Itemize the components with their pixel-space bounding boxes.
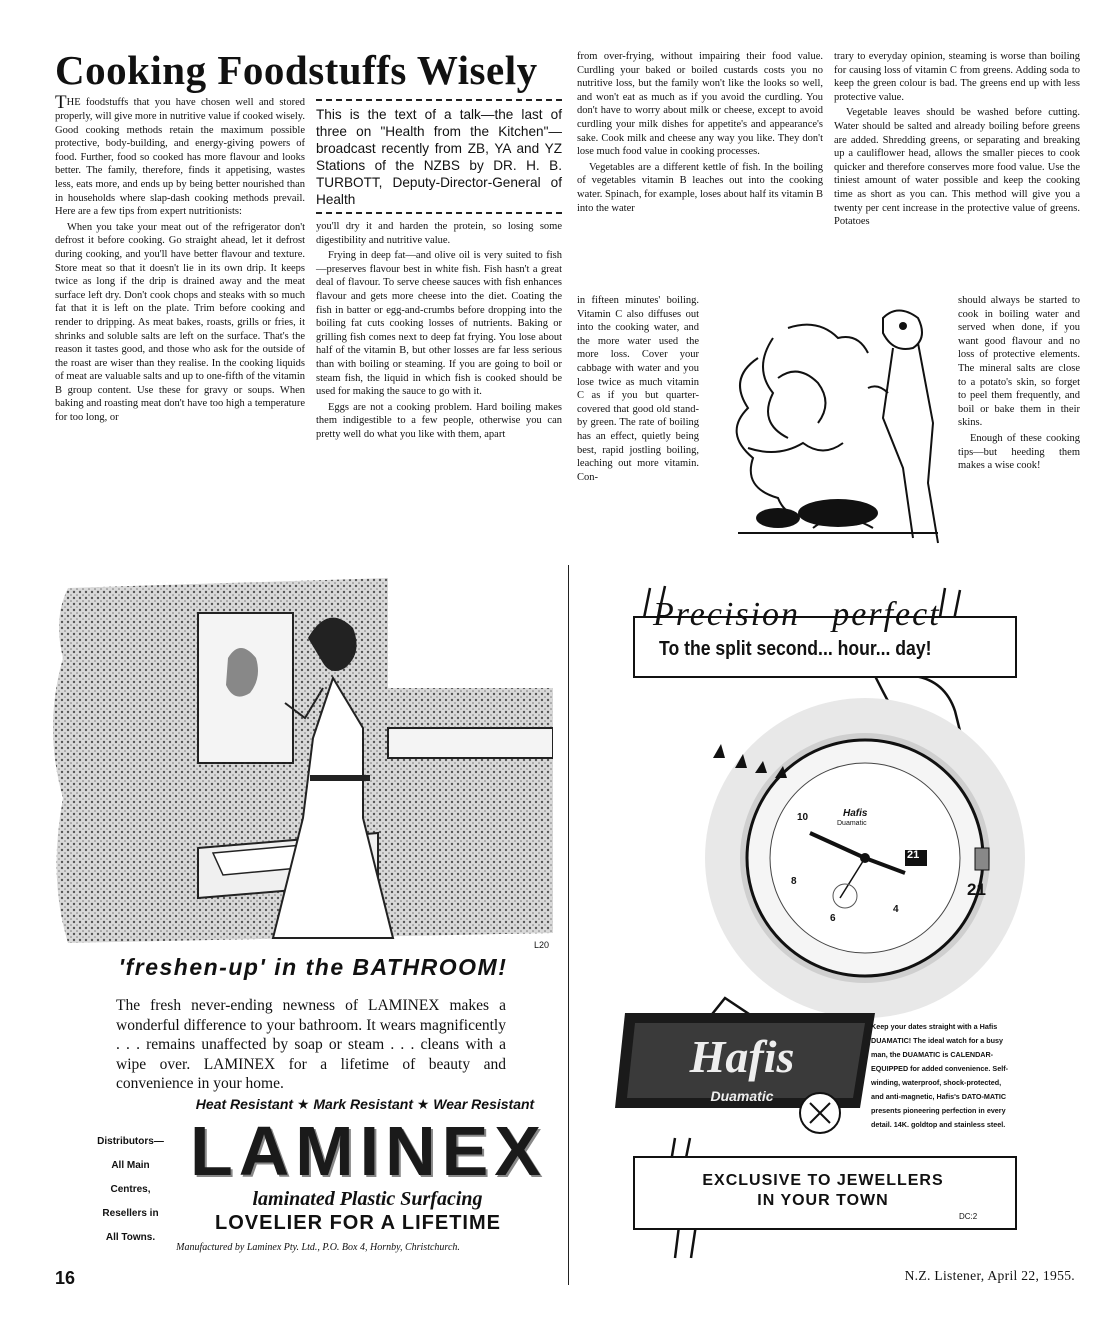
hafis-brand-logo: Hafis [689,1031,795,1082]
distributor-line: All Main [111,1160,150,1171]
laminex-code: L20 [534,940,550,950]
distributor-line: Distributors— [97,1136,164,1147]
cook-illustration [718,298,964,550]
article-paragraph: Enough of these cooking tips—but heeding them makes a wise cook! [958,432,1080,472]
hafis-footer-line-2: IN YOUR TOWN [757,1192,889,1209]
laminex-advertisement [48,568,558,1268]
hafis-footer-line-1: EXCLUSIVE TO JEWELLERS [702,1172,944,1189]
article-column-1 [55,92,305,427]
article-column-4 [834,50,1080,231]
laminex-sub-brand: laminated Plastic Surfacing [252,1188,483,1210]
article-paragraph: When you take your meat out of the refrigerator don't defrost it before cooking. Go straight ahead, let it defrost during cooking, and you'll have better flavour and texture. Store meat so that it doesn't lie in its own drip. It keeps twice as long if the drip is drained away and the meat surface left dry. Don't cook chops and steaks with so much fat that it is left on the plate. Trim before cooking and render to dripping. As meat bakes, roasts, grills or fries, it shrinks and soluble salts are left on the surface. That's the reason it tastes good, and those who ask for the outside of the roast are wiser than they realise. In the cooking liquids of meat are valuable salts and up to one-fifth of the vitamin B group content. Use these for gravy or soups. When baking and roasting meat don't have too high a temperature for too long, or [55,221,305,424]
hafis-body-copy: Keep your dates straight with a Hafis DUAMATIC! The ideal watch for a busy man, the DUAMATIC is CALENDAR-EQUIPPED for added convenience. Self-winding, waterproof, shock-protected, and anti-magnetic, Hafis's DATO-MATIC presents pioneering perfection in every detail. 14K. goldtop and stainless steel. [871,1022,1008,1129]
article-column-3-narrow: in fifteen minutes' boiling. Vitamin C also diffuses out into the cooking water, and the more water used the more loss. Cover your cabbage with water and you lose twice as much vitamin C as if you but quarter-covered that good old stand-by green. The rate of boiling has an effect, quietly being best, rapid jostling boiling, leaching out more vitamin. Con- [577,295,699,483]
dial-number-6: 6 [830,913,836,924]
page-number: 16 [55,1268,76,1288]
intro-divider-bottom [316,212,562,214]
laminex-body-copy: The fresh never-ending newness of LAMINEX makes a wonderful difference to your bathroom. It wears magnificently . . . remains unaffected by soap or steam . . . cleans with a wipe over. LAMINEX for a lifetime of beauty and convenience in your home. [116,997,506,1092]
article-paragraph: Eggs are not a cooking problem. Hard boiling makes them indigestible to a few people, otherwise you can pretty well do what you like with them, apart [316,401,562,440]
article-intro-box: This is the text of a talk—the last of three on "Health from the Kitchen"—broadcast recently from ZB, YA and YZ Stations of the NZBS by DR. H. B. TURBOTT, Deputy-Director-General of Health [316,107,562,207]
paragraph-text: HE foodstuffs that you have chosen well and stored properly, will give more in nutritive value if cooked wisely. Good cooking methods retain the maximum possible protective, body-building, and energy-giving powers of food. Further, food so cooked has more flavour and looks better. The family, therefore, finds it appetising, wastes less, eats more, and ends up by being better nourished than in households where slap-dash cooking methods prevail. Here are a few tips from expert nutritionists: [55,97,305,218]
laminex-headline: 'freshen-up' in the BATHROOM! [118,954,508,980]
dial-number-4: 4 [893,904,899,915]
hafis-script-headline: Precision—perfect [653,596,941,633]
hafis-advertisement [575,568,1065,1268]
article-column-3 [577,50,823,217]
hafis-sub-brand: Duamatic [710,1088,774,1104]
dial-number-8: 8 [791,876,797,887]
date-outside: 21 [967,880,986,899]
dial-brand: Hafis [843,808,868,819]
laminex-slogan: LOVELIER FOR A LIFETIME [215,1212,501,1234]
intro-divider-top [316,99,562,101]
article-paragraph: Vegetables are a different kettle of fish. In the boiling of vegetables vitamin B leaches out into the cooking water. Spinach, for example, loses about half its vitamin B into the water [577,161,823,214]
article-title: Cooking Foodstuffs Wisely [55,47,538,93]
date-window: 21 [907,849,920,861]
hafis-code: DC:2 [959,1212,978,1221]
laminex-manufacturer: Manufactured by Laminex Pty. Ltd., P.O. Box 4, Hornby, Christchurch. [176,1242,460,1253]
dial-number-10: 10 [797,812,809,823]
article-paragraph: Vegetable leaves should be washed before cutting. Water should be salted and already boiling before greens are added. Shredding greens, or separating and breaking up a cauliflower head, allows the smaller pieces to cook quicker and therefore conserves more food value. Use the tiniest amount of water possible and keep the cooking time as short as you can. This method will give you a twenty per cent increase in the protective value of greens. Potatoes [834,107,1080,228]
article-paragraph [55,92,305,219]
dial-model: Duamatic [837,820,867,827]
distributor-line: All Towns. [105,1232,156,1243]
publication-footer: N.Z. Listener, April 22, 1955. [904,1268,1075,1283]
ad-divider [568,565,569,1285]
article-paragraph: trary to everyday opinion, steaming is worse than boiling for causing loss of vitamin C from greens. Adding soda to keep the green colour is bad. The greens end up with less protective value. [834,51,1080,103]
article-column-4-narrow [958,294,1080,475]
drop-cap: T [55,92,67,113]
article-column-2 [316,220,562,444]
laminex-tagline: Heat Resistant ★ Mark Resistant ★ Wear Resistant [195,1096,535,1112]
bathroom-illustration [48,578,553,953]
article-paragraph: from over-frying, without impairing their food value. Curdling your baked or boiled custards costs you no nutritive loss, but the family won't like the looks so well, and won't eat as much as if you avoid the curdling. You don't have to worry about milk or cheese, except to avoid curdling your milk dishes for appetite's and appearance's sake. Cook milk and cheese any way you like. They don't lose much food value in cooking processes. [577,51,823,158]
article-paragraph: you'll dry it and harden the protein, so losing some digestibility and nutritive value. [316,221,562,246]
article-paragraph: Frying in deep fat—and olive oil is very suited to fish—preserves flavour best in white fish. Fish hasn't a great deal of flavour. To serve cheese sauces with fish enhances flavour and gets more cheese into the diet. Coating the fish in batter or egg-and-crumbs before dropping into the boiling fat cuts cooking losses of nutrients. Baking or grilling fish comes next to deep fat frying. You lose about half of the vitamin B, but other losses are far less serious than with boiling or steaming. If you are going to boil or steam fish, the liquid in which fish is cooked should be used for making the sauce to go with it. [316,250,562,398]
hafis-headline: To the split second... hour... day! [659,638,932,660]
article-paragraph: should always be started to cook in boiling water and served when done, if you want good flavour and no loss of protective elements. The mineral salts are close to a potato's skin, so forget to peel them frequently, and boil or bake them in their skins. [958,295,1080,429]
distributor-line: Resellers in [102,1208,159,1219]
laminex-distributors [83,1130,178,1250]
laminex-brand-logo: LAMINEX [190,1112,547,1190]
distributor-line: Centres, [110,1184,151,1195]
